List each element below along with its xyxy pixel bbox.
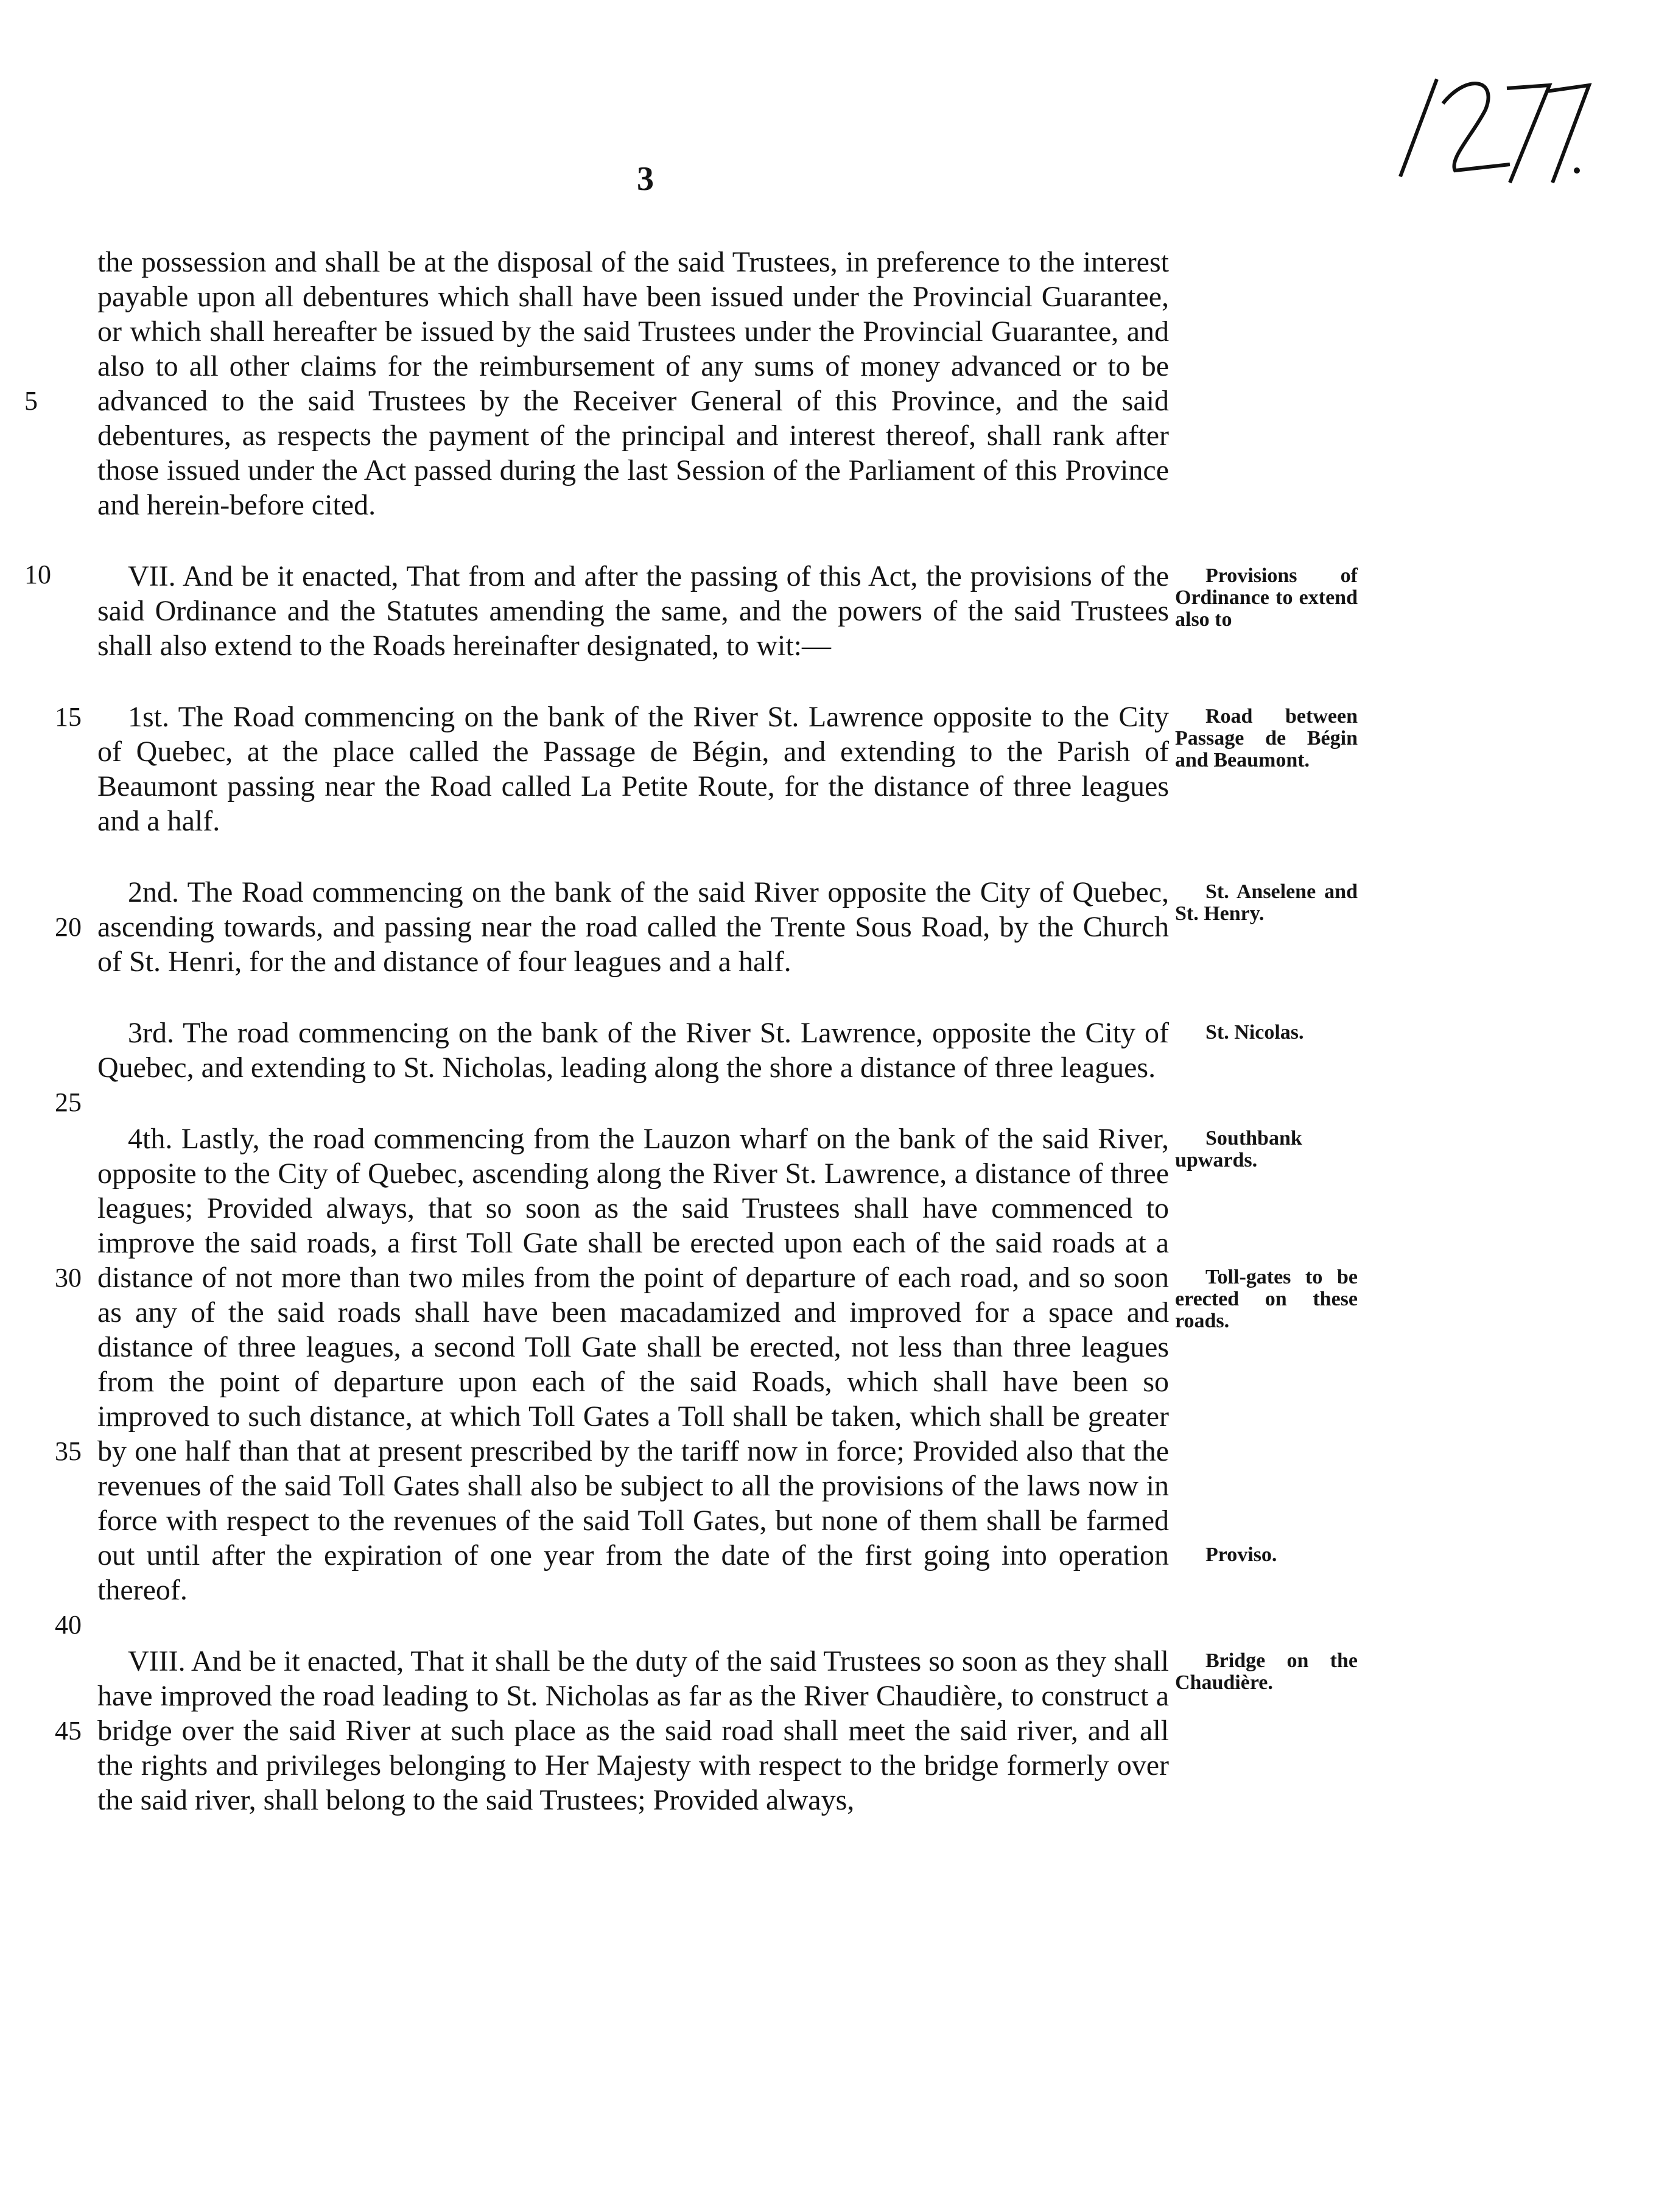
paragraph-1 [24, 245, 1169, 589]
paragraph-text: 1st. The Road commencing on the bank of the River St. Lawrence opposite to the City of Quebec, at the place called the Passage de Bégin, and extending to the Parish of Beaumont passing near the Road called La Petite Route, for the distance of three leagues and a half. [97, 701, 1169, 837]
paragraph-text: the possession and shall be at the disposal of the said Trustees, in preference to the interest payable upon all debentures which shall have been issued under the Provincial Guarantee, or which shall hereafter be issued by the said Trustees under the Provincial Guarantee, and also to all other claims for the reimbursement of any sums of money advanced or to be advanced to the said Trustees by the Receiver General of this Province, and the said debentures, as respects the payment of the principal and interest thereof, shall rank after those issued under the Act passed during the last Session of the Parliament of this Province and herein-before cited. [97, 246, 1169, 521]
margin-note: Proviso. [1205, 1543, 1277, 1566]
page-number: 3 [637, 160, 654, 198]
paragraph-text: 4th. Lastly, the road commencing from the Lauzon wharf on the bank of the said River, opposite to the City of Quebec, ascending along the River St. Lawrence, a distance of three leagues; Provided always, that so soon as the said Trustees shall have commenced to improve the said roads, a first Toll Gate shall be erected upon each of the said roads at a distance of not more than two miles from the point of departure of each road, and so soon as any of the said roads shall have been macadamized and improved for a space and distance of three leagues, a second Toll Gate shall be erected, not less than three leagues from the point of departure upon each of the said Roads, which shall have been so improved to such distance, at which Toll Gates a Toll shall be taken, which shall be greater by one half than that at present prescribed by the tariff now in force; Provided also that the revenues of the said Toll Gates shall also be subject to all the provisions of the laws now in force with respect to the revenues of the said Toll Gates, but none of them shall be farmed out until after the expiration of one year from the date of the first going into operation thereof. [97, 1123, 1169, 1606]
margin-note: St. Anselene and St. Henry. [1175, 880, 1358, 925]
road-4th [55, 1122, 1358, 1640]
road-2nd [55, 875, 1358, 979]
line-number: 5 [24, 386, 38, 416]
handwritten-annotation [1394, 67, 1595, 189]
line-number: 15 [55, 702, 82, 732]
line-number: 40 [55, 1610, 82, 1640]
paragraph-text: 2nd. The Road commencing on the bank of the said River opposite the City of Quebec, ascending towards, and passing near the road called the Trente Sous Road, by the Church of St. Henri, for the and distance of four leagues and a half. [97, 876, 1169, 978]
margin-note: Toll-gates to be erected on these roads. [1175, 1266, 1358, 1332]
paragraph-text: 3rd. The road commencing on the bank of the River St. Lawrence, opposite the City of Quebec, and extending to St. Nicholas, leading along the shore a distance of three leagues. [97, 1017, 1169, 1084]
line-number: 35 [55, 1436, 82, 1466]
line-number: 10 [24, 560, 51, 589]
line-number: 25 [55, 1087, 82, 1117]
section-vii [97, 559, 1358, 663]
section-viii [55, 1644, 1358, 1817]
line-number: 20 [55, 912, 82, 942]
road-3rd [55, 1016, 1304, 1117]
margin-note: Provisions of Ordinance to extend also to [1175, 564, 1358, 631]
margin-note: Southbank upwards. [1175, 1127, 1302, 1171]
paragraph-text: VIII. And be it enacted, That it shall be the duty of the said Trustees so soon as they shall have improved the road leading to St. Nicholas as far as the River Chaudière, to construct a bridge over the said River at such place as the said road shall meet the said river, and all the rights and privileges belonging to Her Majesty with respect to the bridge formerly over the said river, shall belong to the said Trustees; Provided always, [97, 1645, 1169, 1816]
margin-note: Bridge on the Chaudière. [1175, 1649, 1358, 1694]
line-number: 30 [55, 1263, 82, 1293]
document-body [24, 245, 1358, 1817]
line-number: 45 [55, 1716, 82, 1746]
margin-note: St. Nicolas. [1205, 1021, 1304, 1044]
margin-note: Road between Passage de Bégin and Beaumont. [1175, 705, 1358, 771]
road-1st [55, 700, 1358, 838]
paragraph-text: VII. And be it enacted, That from and after the passing of this Act, the provisions of the said Ordinance and the Statutes amending the same, and the powers of the said Trustees shall also extend to the Roads hereinafter designated, to wit:— [97, 560, 1169, 662]
